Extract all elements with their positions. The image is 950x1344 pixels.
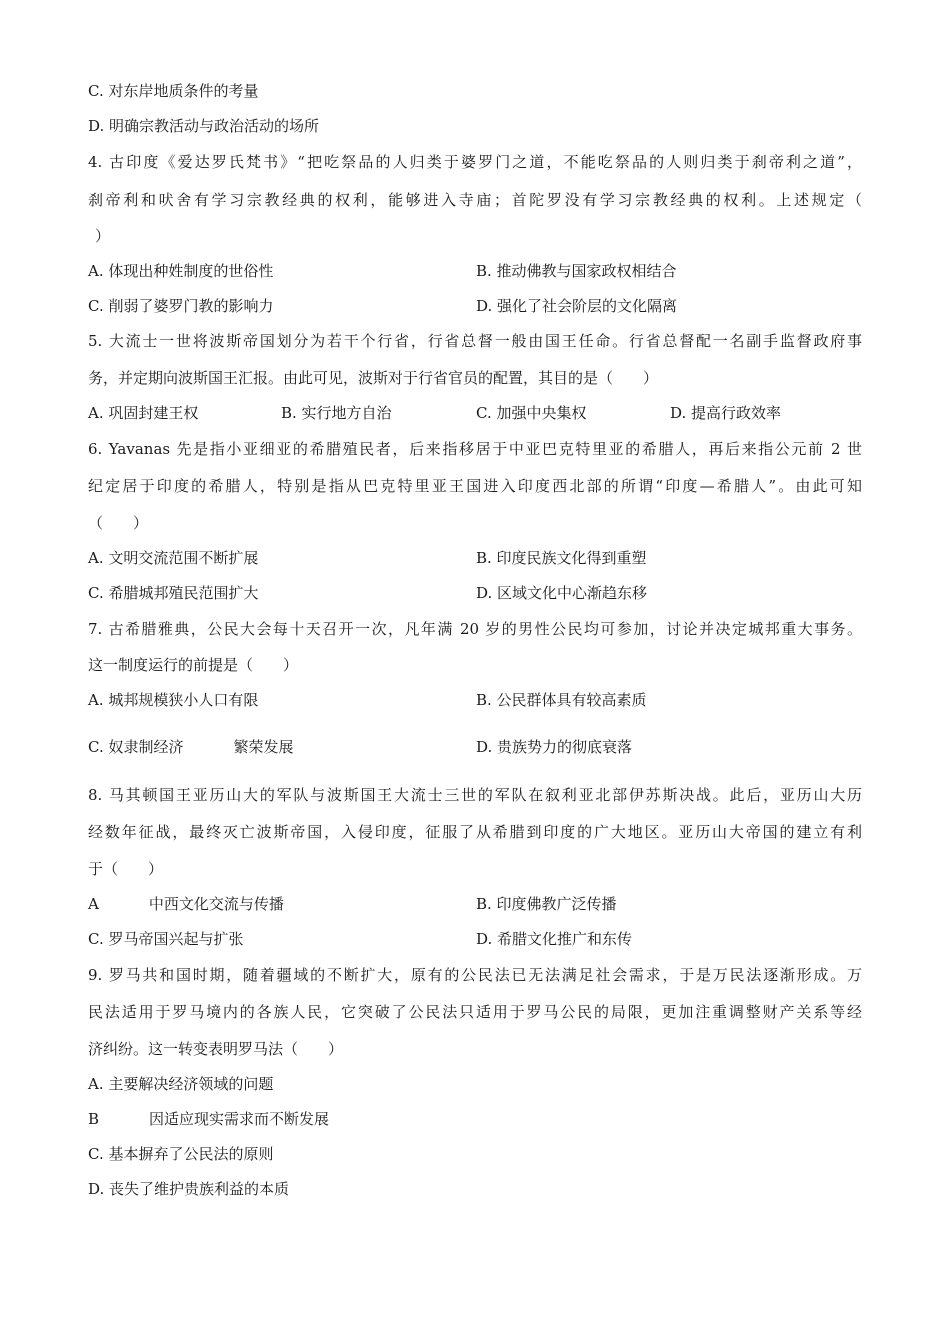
q9-stem-line-2: 民法适用于罗马境内的各族人民，它突破了公民法只适用于罗马公民的局限，更加注重调整财产关系等经	[88, 1003, 862, 1021]
q6-stem-line-3: （ ）	[88, 514, 149, 532]
q9-option-b-letter: B	[88, 1110, 100, 1128]
q8-option-d: D. 希腊文化推广和东传	[476, 930, 633, 948]
q7-stem-line-1: 7. 古希腊雅典，公民大会每十天召开一次，凡年满 20 岁的男性公民均可参加，讨论并决定城邦重大事务。	[88, 620, 862, 638]
q4-stem-line-3: ）	[95, 227, 111, 245]
q9-option-b-text: 因适应现实需求而不断发展	[149, 1110, 330, 1128]
q7-option-c-part-2: 繁荣发展	[233, 738, 294, 756]
q8-option-b: B. 印度佛教广泛传播	[476, 895, 617, 913]
q6-option-a: A. 文明交流范围不断扩展	[88, 549, 259, 567]
q8-stem-line-3: 于（ ）	[88, 860, 164, 878]
q5-option-d: D. 提高行政效率	[670, 404, 782, 422]
q4-option-c: C. 削弱了婆罗门教的影响力	[88, 297, 274, 315]
q4-option-d: D. 强化了社会阶层的文化隔离	[476, 297, 678, 315]
q5-option-b: B. 实行地方自治	[281, 404, 392, 422]
q5-option-a: A. 巩固封建王权	[88, 404, 199, 422]
q5-stem-line-1: 5. 大流士一世将波斯帝国划分为若干个行省，行省总督一般由国王任命。行省总督配一名副手监督政府事	[88, 332, 862, 350]
q3-option-d: D. 明确宗教活动与政治活动的场所	[88, 117, 320, 135]
q9-option-b	[88, 1108, 329, 1130]
q4-stem-line-2: 刹帝利和吠舍有学习宗教经典的权利，能够进入寺庙；首陀罗没有学习宗教经典的权利。上述规定（	[88, 191, 862, 209]
q7-option-d: D. 贵族势力的彻底衰落	[476, 738, 633, 756]
q7-stem-line-2: 这一制度运行的前提是（ ）	[88, 656, 299, 674]
q7-option-a: A. 城邦规模狭小人口有限	[88, 691, 259, 709]
q4-option-a: A. 体现出种姓制度的世俗性	[88, 262, 274, 280]
q6-option-d: D. 区域文化中心渐趋东移	[476, 584, 648, 602]
q9-stem-line-3: 济纠纷。这一转变表明罗马法（ ）	[88, 1040, 344, 1058]
q4-stem-line-1: 4. 古印度《爱达罗氏梵书》“把吃祭品的人归类于婆罗门之道，不能吃祭品的人则归类于刹帝利之道”，	[88, 153, 862, 171]
q3-option-c: C. 对东岸地质条件的考量	[88, 82, 259, 100]
q6-stem-line-1: 6. Yavanas 先是指小亚细亚的希腊殖民者，后来指移居于中亚巴克特里亚的希腊人，再后来指公元前 2 世	[88, 440, 862, 458]
q9-stem-line-1: 9. 罗马共和国时期，随着疆域的不断扩大，原有的公民法已无法满足社会需求，于是万民法逐渐形成。万	[88, 966, 862, 984]
q8-stem-line-1: 8. 马其顿国王亚历山大的军队与波斯国王大流士三世的军队在叙利亚北部伊苏斯决战。此后，亚历山大历	[88, 786, 862, 804]
q6-stem-line-2: 纪定居于印度的希腊人，特别是指从巴克特里亚王国进入印度西北部的所谓“印度—希腊人”。由此可知	[88, 477, 862, 495]
q5-option-c: C. 加强中央集权	[476, 404, 587, 422]
q9-option-d: D. 丧失了维护贵族利益的本质	[88, 1180, 290, 1198]
q4-option-b: B. 推动佛教与国家政权相结合	[476, 262, 677, 280]
q7-option-c	[88, 736, 294, 758]
q8-option-a-letter: A	[88, 895, 99, 913]
q9-option-c: C. 基本摒弃了公民法的原则	[88, 1145, 274, 1163]
q8-option-c: C. 罗马帝国兴起与扩张	[88, 930, 244, 948]
q5-stem-line-2: 务，并定期向波斯国王汇报。由此可见，波斯对于行省官员的配置，其目的是（ ）	[88, 369, 659, 387]
q8-option-a	[88, 893, 284, 915]
q8-stem-line-2: 经数年征战，最终灭亡波斯帝国，入侵印度，征服了从希腊到印度的广大地区。亚历山大帝国的建立有利	[88, 823, 862, 841]
q6-option-c: C. 希腊城邦殖民范围扩大	[88, 584, 259, 602]
q7-option-c-part-1: C. 奴隶制经济	[88, 738, 184, 756]
q6-option-b: B. 印度民族文化得到重塑	[476, 549, 647, 567]
q7-option-b: B. 公民群体具有较高素质	[476, 691, 647, 709]
q8-option-a-text: 中西文化交流与传播	[148, 895, 284, 913]
q9-option-a: A. 主要解决经济领域的问题	[88, 1075, 274, 1093]
